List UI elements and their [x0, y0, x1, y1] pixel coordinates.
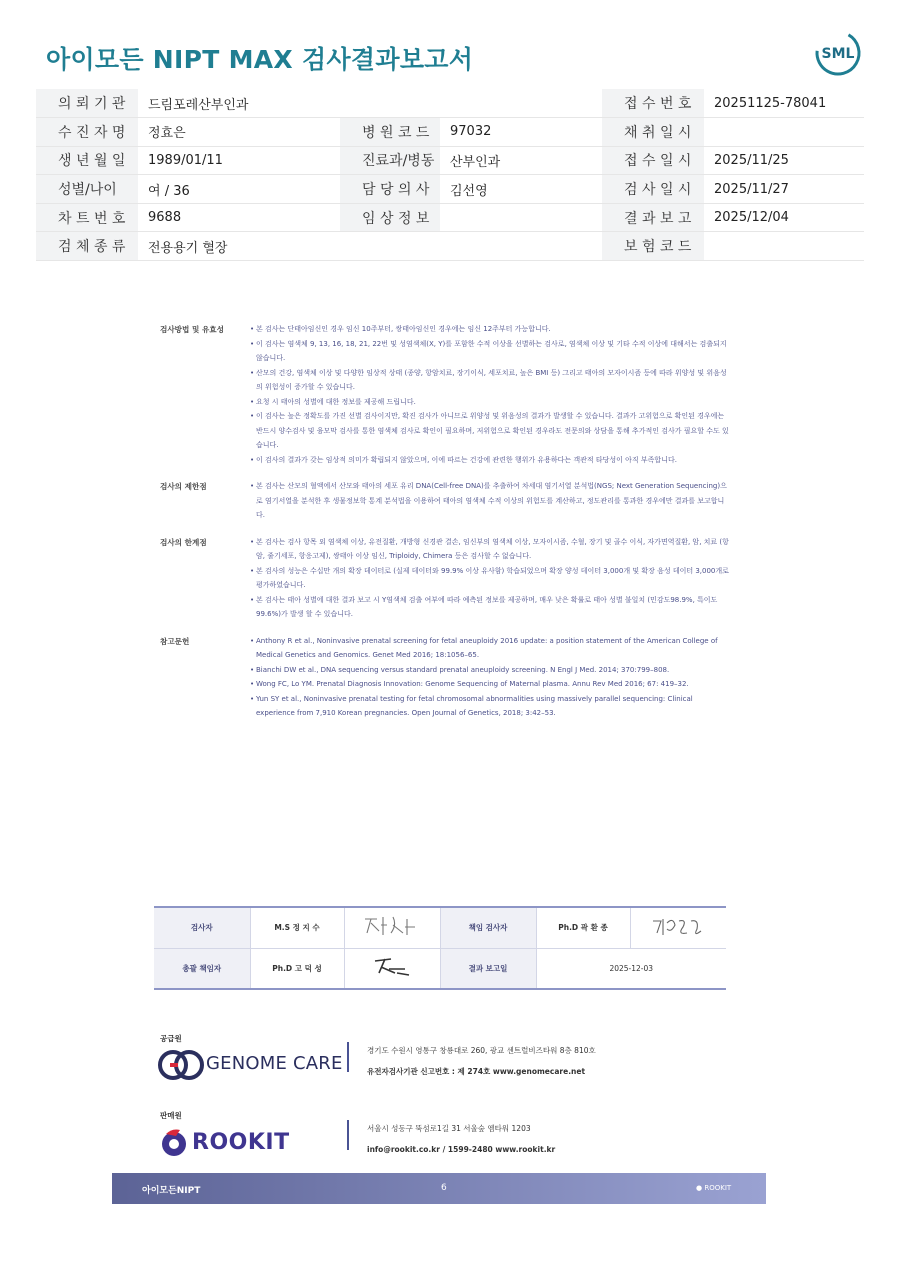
info-value: 전용용기 혈장 — [138, 232, 602, 261]
genome-care-brand: GENOME CARE — [206, 1053, 343, 1074]
footer-brand: ● ROOKIT — [696, 1184, 732, 1192]
list-item: • 본 검사의 성능은 수십만 개의 확장 데이터로 (실제 데이터와 99.9% 이상 유사함) 학습되었으며 확장 양성 데이터 3,000개 및 확장 음성 데이터 3,000개로 평가하였습니다. — [250, 564, 730, 593]
director-name: Ph.D 고 덕 성 — [250, 948, 344, 989]
info-label: 차 트 번 호 — [36, 203, 138, 232]
info-row — [36, 232, 864, 261]
info-value: 97032 — [440, 118, 602, 147]
svg-text:SML: SML — [821, 46, 855, 62]
info-label: 수 진 자 명 — [36, 118, 138, 147]
signature-image — [643, 911, 713, 943]
info-label: 생 년 월 일 — [36, 146, 138, 175]
tester-label: 검사자 — [154, 907, 250, 948]
chief-signature — [630, 907, 726, 948]
info-label: 채 취 일 시 — [602, 118, 704, 147]
info-value: 2025/11/27 — [704, 175, 864, 204]
report-title: 아이모든 NIPT MAX 검사결과보고서 — [46, 45, 474, 74]
report-date-label: 결과 보고일 — [440, 948, 536, 989]
info-row — [36, 146, 864, 175]
divider — [347, 1042, 349, 1072]
list-item: • Anthony R et al., Noninvasive prenatal screening for fetal aneuploidy 2016 update: a position statement of the American College of Medical Genetics and Genomics. Genet Med 2016; 18:1056–65. — [250, 634, 730, 663]
rookit-brand: ROOKIT — [192, 1130, 290, 1155]
seller-address-block — [367, 1118, 555, 1160]
provider-address: 경기도 수원시 영통구 창룡대로 260, 광교 센트럴비즈타워 8층 810호 — [367, 1046, 596, 1055]
divider — [347, 1120, 349, 1150]
provider-address-block — [367, 1040, 596, 1082]
signature-image — [357, 951, 427, 983]
info-value: 드림포레산부인과 — [138, 89, 602, 118]
info-label: 접 수 번 호 — [602, 89, 704, 118]
info-value — [704, 118, 864, 147]
info-row — [36, 203, 864, 232]
chief-label: 책임 검사자 — [440, 907, 536, 948]
info-value: 산부인과 — [440, 146, 602, 175]
list-item: • 이 검사의 결과가 갖는 임상적 의미가 확립되지 않았으며, 이에 따르는 건강에 관련한 행위가 유용하다는 객관적 타당성이 아직 부족합니다. — [250, 453, 730, 468]
info-value: 여 / 36 — [138, 175, 340, 204]
list-item: • 요청 시 태아의 성별에 대한 정보를 제공해 드립니다. — [250, 395, 730, 410]
sml-logo — [812, 28, 864, 78]
info-value: 2025/11/25 — [704, 146, 864, 175]
info-row — [36, 118, 864, 147]
section-method — [160, 322, 730, 467]
tester-name: M.S 정 지 수 — [250, 907, 344, 948]
page-number: 6 — [441, 1183, 447, 1193]
genome-care-logo-icon — [158, 1048, 204, 1082]
info-label: 담 당 의 사 — [340, 175, 440, 204]
director-signature — [344, 948, 440, 989]
list-item: • Bianchi DW et al., DNA sequencing versus standard prenatal aneuploidy screening. N Engl J Med. 2014; 370:799–808. — [250, 663, 730, 678]
info-value — [704, 232, 864, 261]
seller-address: 서울시 성동구 뚝섬로1길 31 서울숲 엠타워 1203 — [367, 1124, 531, 1133]
patient-info-table — [36, 89, 864, 261]
info-label: 진료과/병동 — [340, 146, 440, 175]
signature-table — [154, 906, 726, 990]
list-item: • 이 검사는 높은 정확도를 가진 선별 검사이지만, 확진 검사가 아니므로 위양성 및 위음성의 결과가 발생할 수 있습니다. 결과가 고위험으로 확인된 경우에는 반드시 양수검사 및 융모막 검사를 통한 염색체 검사로 확인이 필요하며, 저위험으로 확인된 경우라도 전문의와 상담을 통해 추가적인 검사가 필요할 수도 있습니다. — [250, 409, 730, 453]
info-row — [36, 89, 864, 118]
info-value: 정효은 — [138, 118, 340, 147]
info-label: 성별/나이 — [36, 175, 138, 204]
list-item: • 이 검사는 염색체 9, 13, 16, 18, 21, 22번 및 성염색체(X, Y)를 포함한 수적 이상을 선별하는 검사로, 염색체 이상 및 기타 수적 이상에 대해서는 검출되지 않습니다. — [250, 337, 730, 366]
info-label: 검 사 일 시 — [602, 175, 704, 204]
section-limitations — [160, 535, 730, 622]
page-footer — [112, 1173, 766, 1204]
tester-signature — [344, 907, 440, 948]
info-label: 보 험 코 드 — [602, 232, 704, 261]
list-item: • 본 검사는 산모의 혈액에서 산모와 태아의 세포 유리 DNA(Cell-free DNA)를 추출하여 차세대 염기서열 분석법(NGS; Next Generation Sequencing)으로 염기서열을 분석한 후 생물정보학 통계 분석법을 이용하여 태아의 염색체 수적 이상의 위험도를 계산하고, 정도관리를 통과한 경우에만 결과를 보고합니다. — [250, 479, 730, 523]
info-label: 접 수 일 시 — [602, 146, 704, 175]
info-label: 의 뢰 기 관 — [36, 89, 138, 118]
section-references — [160, 634, 730, 721]
info-label: 결 과 보 고 — [602, 203, 704, 232]
rookit-logo-icon — [158, 1126, 190, 1158]
seller-contact: info@rookit.co.kr / 1599-2480 www.rookit.kr — [367, 1145, 556, 1154]
info-value — [440, 203, 602, 232]
list-item: • 산모의 건강, 염색체 이상 및 다양한 임상적 상태 (종양, 항암치료, 장기이식, 세포치료, 높은 BMI 등) 그리고 태아의 모자이시즘 등에 따라 위양성 및 위음성의 위험성이 증가할 수 있습니다. — [250, 366, 730, 395]
director-label: 총괄 책임자 — [154, 948, 250, 989]
section-title: 검사의 한계점 — [160, 537, 207, 547]
list-item: • 본 검사는 단태아임신인 경우 임신 10주부터, 쌍태아임신인 경우에는 임신 12주부터 가능합니다. — [250, 322, 730, 337]
seller-label: 판매원 — [160, 1111, 182, 1120]
info-label: 임 상 정 보 — [340, 203, 440, 232]
info-value: 2025/12/04 — [704, 203, 864, 232]
section-title: 참고문헌 — [160, 636, 190, 646]
provider-license: 유전자검사기관 신고번호 : 제 274호 www.genomecare.net — [367, 1067, 586, 1076]
info-label: 병 원 코 드 — [340, 118, 440, 147]
provider-label: 공급원 — [160, 1034, 182, 1043]
report-date: 2025-12-03 — [536, 948, 726, 989]
list-item: • Yun SY et al., Noninvasive prenatal testing for fetal chromosomal abnormalities using massively parallel sequencing: Clinical experience from 7,910 Korean pregnancies. Open Journal of Genetics, 2018; 3:42–53. — [250, 692, 730, 721]
list-item: • Wong FC, Lo YM. Prenatal Diagnosis Innovation: Genome Sequencing of Maternal plasma. Annu Rev Med 2016; 67: 419–32. — [250, 677, 730, 692]
info-value: 20251125-78041 — [704, 89, 864, 118]
section-title: 검사의 제한점 — [160, 482, 207, 491]
section-title: 검사방법 및 유효성 — [160, 325, 224, 334]
signature-image — [357, 911, 427, 943]
footer-product: 아이모든NIPT — [142, 1186, 201, 1196]
section-restrictions — [160, 479, 730, 523]
info-row — [36, 175, 864, 204]
info-value: 김선영 — [440, 175, 602, 204]
list-item: • 본 검사는 태아 성별에 대한 결과 보고 시 Y염색체 검출 여부에 따라 예측된 정보를 제공하며, 매우 낮은 확률로 태아 성별 불일치 (민감도98.9%, 특이도 99.6%)가 발생 할 수 있습니다. — [250, 593, 730, 622]
info-value: 1989/01/11 — [138, 146, 340, 175]
chief-name: Ph.D 곽 환 종 — [536, 907, 630, 948]
list-item: • 본 검사는 검사 항목 외 염색체 이상, 유전질환, 개방형 신경관 결손, 임신부의 염색체 이상, 모자이시즘, 수혈, 장기 및 골수 이식, 자가면역질환, 암, 치료 (항암, 줄기세포, 항응고제), 쌍태아 이상 임신, Triploidy, Chimera 등은 검사할 수 없습니다. — [250, 535, 730, 564]
info-value: 9688 — [138, 203, 340, 232]
info-label: 검 체 종 류 — [36, 232, 138, 261]
report-notes — [160, 322, 730, 733]
